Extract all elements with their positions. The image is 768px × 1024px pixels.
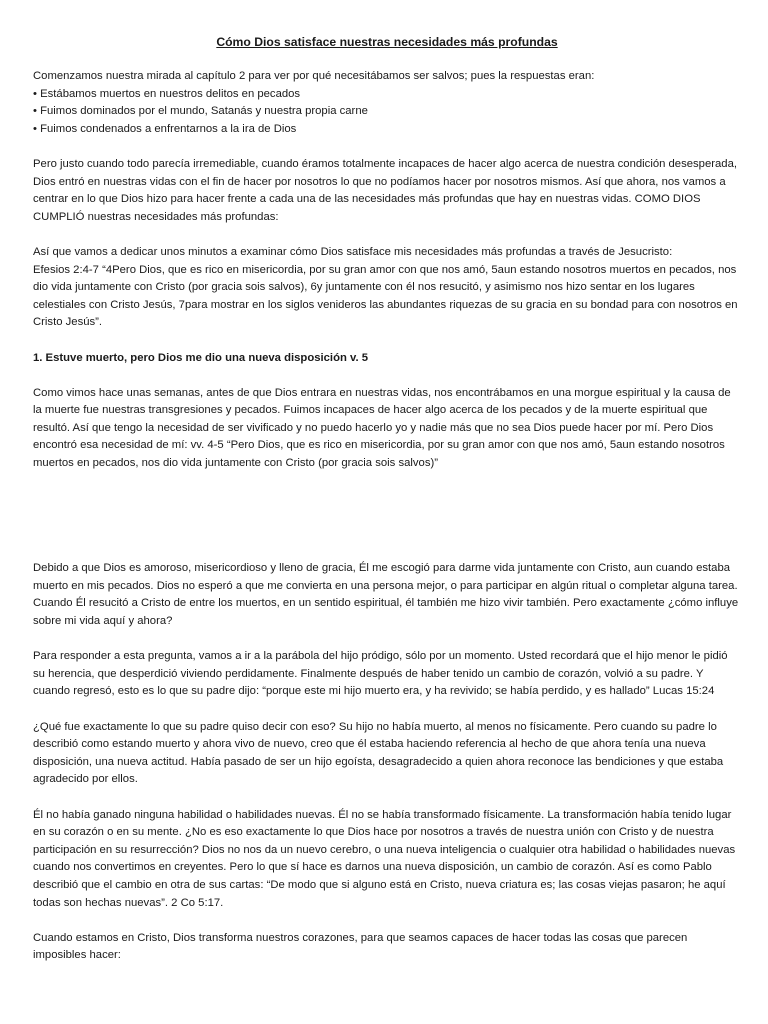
intro-block	[33, 68, 741, 138]
paragraph: ¿Qué fue exactamente lo que su padre quiso decir con eso? Su hijo no había muerto, al menos no físicamente. Pero cuando su padre lo describió como estando muerto y ahora vivo de nuevo, creo que él estaba haciendo referencia al hecho de que ahora tenía una nueva disposición, una nueva actitud. Había pasado de ser un hijo egoísta, desagradecido a quien ahora reconoce las bendiciones y que estaba agradecido por ellos.	[33, 720, 724, 786]
bullet-item: • Fuimos dominados por el mundo, Satanás y nuestra propia carne	[33, 105, 368, 118]
paragraph: Pero justo cuando todo parecía irremediable, cuando éramos totalmente incapaces de hacer algo acerca de nuestra condición desesperada, Dios entró en nuestras vidas con el fin de hacer por nosotros lo que no podíamos hacer por nosotros mismos. Así que ahora, nos vamos a centrar en lo que Dios hizo para hacer frente a cada una de las necesidades más profundas que hay en nuestras vidas. COMO DIOS CUMPLIÓ nuestras necesidades más profundas:	[33, 157, 737, 223]
section-heading: 1. Estuve muerto, pero Dios me dio una nueva disposición v. 5	[33, 351, 369, 364]
intro-text: Comenzamos nuestra mirada al capítulo 2 para ver por qué necesitábamos ser salvos; pues la respuestas eran:	[33, 70, 595, 82]
paragraph: Cuando estamos en Cristo, Dios transforma nuestros corazones, para que seamos capaces de hacer todas las cosas que parecen imposibles hacer:	[33, 931, 688, 962]
scripture-quote: Efesios 2:4-7 “4Pero Dios, que es rico en misericordia, por su gran amor con que nos amó, 5aun estando nosotros muertos en pecados, nos dio vida juntamente con Cristo (por gracia sois salvos), 6y juntamente con él nos resucitó, y asimismo nos hizo sentar en los lugares celestiales con Cristo Jesús, 7para mostrar en los siglos venideros las abundantes riquezas de su gracia en su bondad para con nosotros en Cristo Jesús”.	[33, 263, 738, 329]
blank-space	[33, 490, 741, 560]
bullet-item: • Estábamos muertos en nuestros delitos en pecados	[33, 87, 301, 100]
paragraph-verse-block	[33, 244, 741, 332]
paragraph: Para responder a esta pregunta, vamos a ir a la parábola del hijo pródigo, sólo por un momento. Usted recordará que el hijo menor le pidió su herencia, que desperdició viviendo perdidamente. Finalmente después de haber tenido un cambio de corazón, volvió a su padre. Y cuando regresó, esto es lo que su padre dijo: “porque este mi hijo muerto era, y ha revivido; se había perdido, y es hallado” Lucas 15:24	[33, 650, 728, 698]
document-title: Cómo Dios satisface nuestras necesidades más profundas	[216, 35, 558, 49]
document-page	[33, 33, 741, 983]
paragraph: Debido a que Dios es amoroso, misericordioso y lleno de gracia, Él me escogió para darme vida juntamente con Cristo, aun cuando estaba muerto en mis pecados. Dios no esperó a que me convierta en una persona mejor, o para participar en algún ritual o completar alguna tarea. Cuando Él resucitó a Cristo de entre los muertos, en un sentido espiritual, él también me hizo vivir también. Pero exactamente ¿cómo influye sobre mi vida aquí y ahora?	[33, 562, 739, 628]
paragraph: Como vimos hace unas semanas, antes de que Dios entrara en nuestras vidas, nos encontrábamos en una morgue espiritual y la causa de la muerte fue nuestras transgresiones y pecados. Fuimos incapaces de hacer algo acerca de los pecados y de la muerte espiritual que resultó. Así que tengo la necesidad de ser vivificado y no puedo hacerlo yo y nadie más que no sea Dios puede hacer por mí. Pero Dios encontró esa necesidad de mí: vv. 4-5 “Pero Dios, que es rico en misericordia, por su gran amor con que nos amó, 5aun estando nosotros muertos en pecados, nos dio vida juntamente con Cristo (por gracia sois salvos)”	[33, 386, 731, 470]
paragraph-intro: Así que vamos a dedicar unos minutos a examinar cómo Dios satisface mis necesidades más profundas a través de Jesucristo:	[33, 245, 673, 258]
paragraph: Él no había ganado ninguna habilidad o habilidades nuevas. Él no se había transformado físicamente. La transformación había tenido lugar en su corazón o en su mente. ¿No es eso exactamente lo que Dios hace por nosotros a través de nuestra unión con Cristo y de nuestra participación en su resurrección? Dios no nos da un nuevo cerebro, o una nueva inteligencia o cualquier otra habilidad o habilidades nuevas cuando nos convertimos en creyentes. Pero lo que sí hace es darnos una nueva disposición, un cambio de corazón. Así es como Pablo describió que el cambio en otra de sus cartas: “De modo que si alguno está en Cristo, nueva criatura es; las cosas viejas pasaron; he aquí todas son hechas nuevas”. 2 Co 5:17.	[33, 808, 736, 909]
bullet-item: • Fuimos condenados a enfrentarnos a la ira de Dios	[33, 122, 297, 135]
